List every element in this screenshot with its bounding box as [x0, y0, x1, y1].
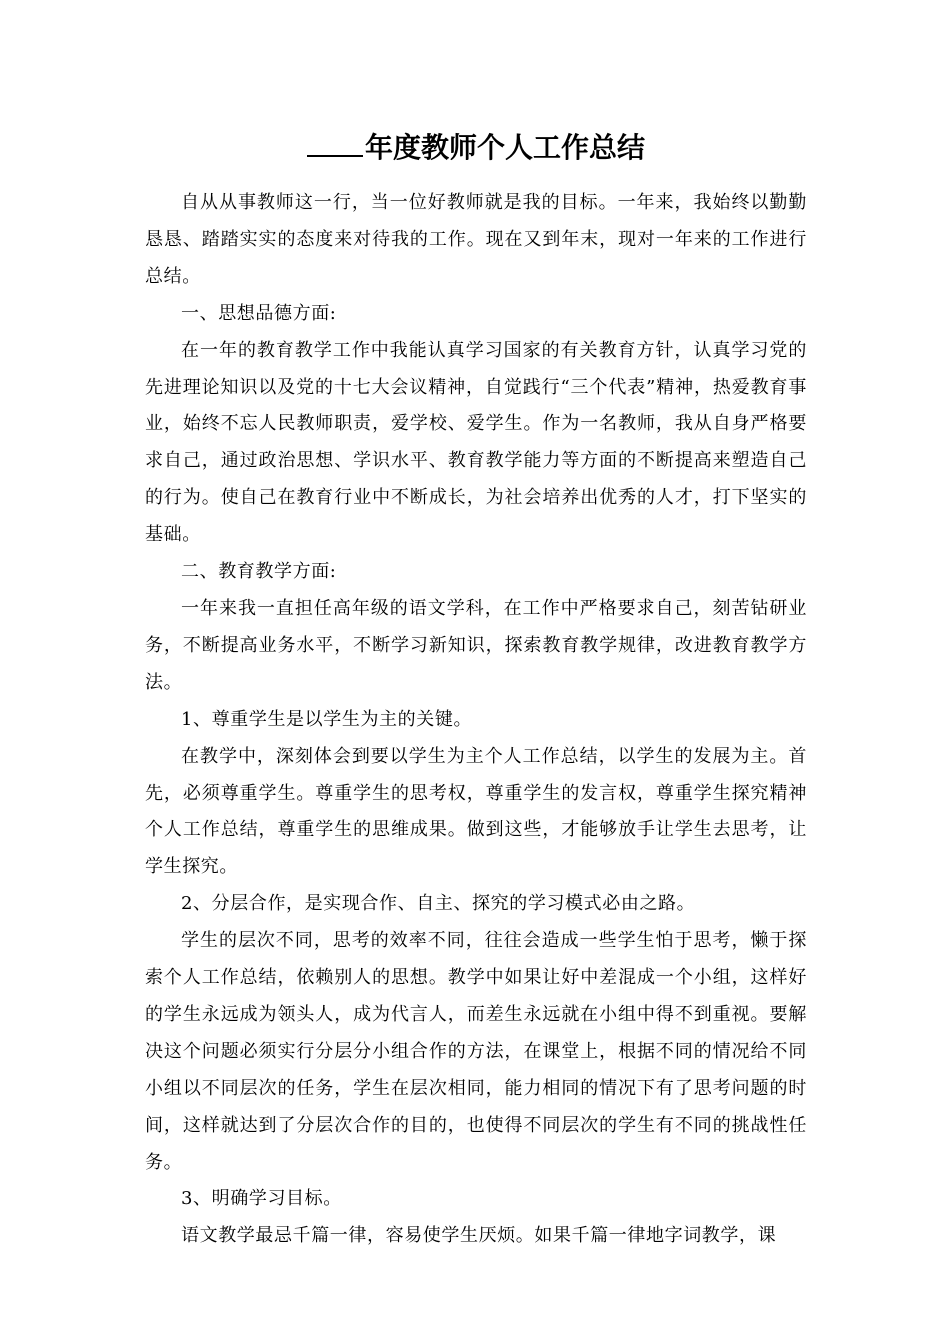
heading-section-2: 二、教育教学方面:: [181, 561, 337, 583]
paragraph-goals: 语文教学最忌千篇一律，容易使学生厌烦。如果千篇一律地字词教学，课: [181, 1225, 777, 1247]
document-title: [145, 128, 807, 168]
document-page: [145, 128, 807, 1255]
paragraph-intro: 自从从事教师这一行，当一位好教师就是我的目标。一年来，我始终以勤勤恳恳、踏踏实实的态度来对待我的工作。现在又到年末，现对一年来的工作进行总结。: [145, 192, 807, 287]
heading-section-1: 一、思想品德方面:: [181, 302, 337, 324]
heading-point-2: 2、分层合作，是实现合作、自主、探究的学习模式必由之路。: [181, 893, 696, 915]
heading-point-1: 1、尊重学生是以学生为主的关键。: [181, 708, 473, 730]
paragraph-teaching: 一年来我一直担任高年级的语文学科，在工作中严格要求自己，刻苦钻研业务，不断提高业务水平，不断学习新知识，探索教育教学规律，改进教育教学方法。: [145, 597, 807, 693]
paragraph-cooperation: 学生的层次不同，思考的效率不同，往往会造成一些学生怕于思考，懒于探索个人工作总结，依赖别人的思想。教学中如果让好中差混成一个小组，这样好的学生永远成为领头人，成为代言人，而差生永远就在小组中得不到重视。要解决这个问题必须实行分层分小组合作的方法，在课堂上，根据不同的情况给不同小组以不同层次的任务，学生在层次相同，能力相同的情况下有了思考问题的时间，这样就达到了分层次合作的目的，也使得不同层次的学生有不同的挑战性任务。: [145, 930, 807, 1173]
paragraph-ideology: 在一年的教育教学工作中我能认真学习国家的有关教育方针，认真学习党的先进理论知识以及党的十七大会议精神，自觉践行“三个代表”精神，热爱教育事业，始终不忘人民教师职责，爱学校、爱学生。作为一名教师，我从自身严格要求自己，通过政治思想、学识水平、教育教学能力等方面的不断提高来塑造自己的行为。使自己在教育行业中不断成长，为社会培养出优秀的人才，打下坚实的基础。: [145, 339, 807, 546]
title-text: 年度教师个人工作总结: [364, 131, 645, 164]
paragraph-respect: 在教学中，深刻体会到要以学生为主个人工作总结，以学生的发展为主。首先，必须尊重学生。尊重学生的思考权，尊重学生的发言权，尊重学生探究精神个人工作总结，尊重学生的思维成果。做到这些，才能够放手让学生去思考，让学生探究。: [145, 745, 807, 878]
title-blank-line: [307, 129, 363, 157]
heading-point-3: 3、明确学习目标。: [181, 1188, 342, 1210]
